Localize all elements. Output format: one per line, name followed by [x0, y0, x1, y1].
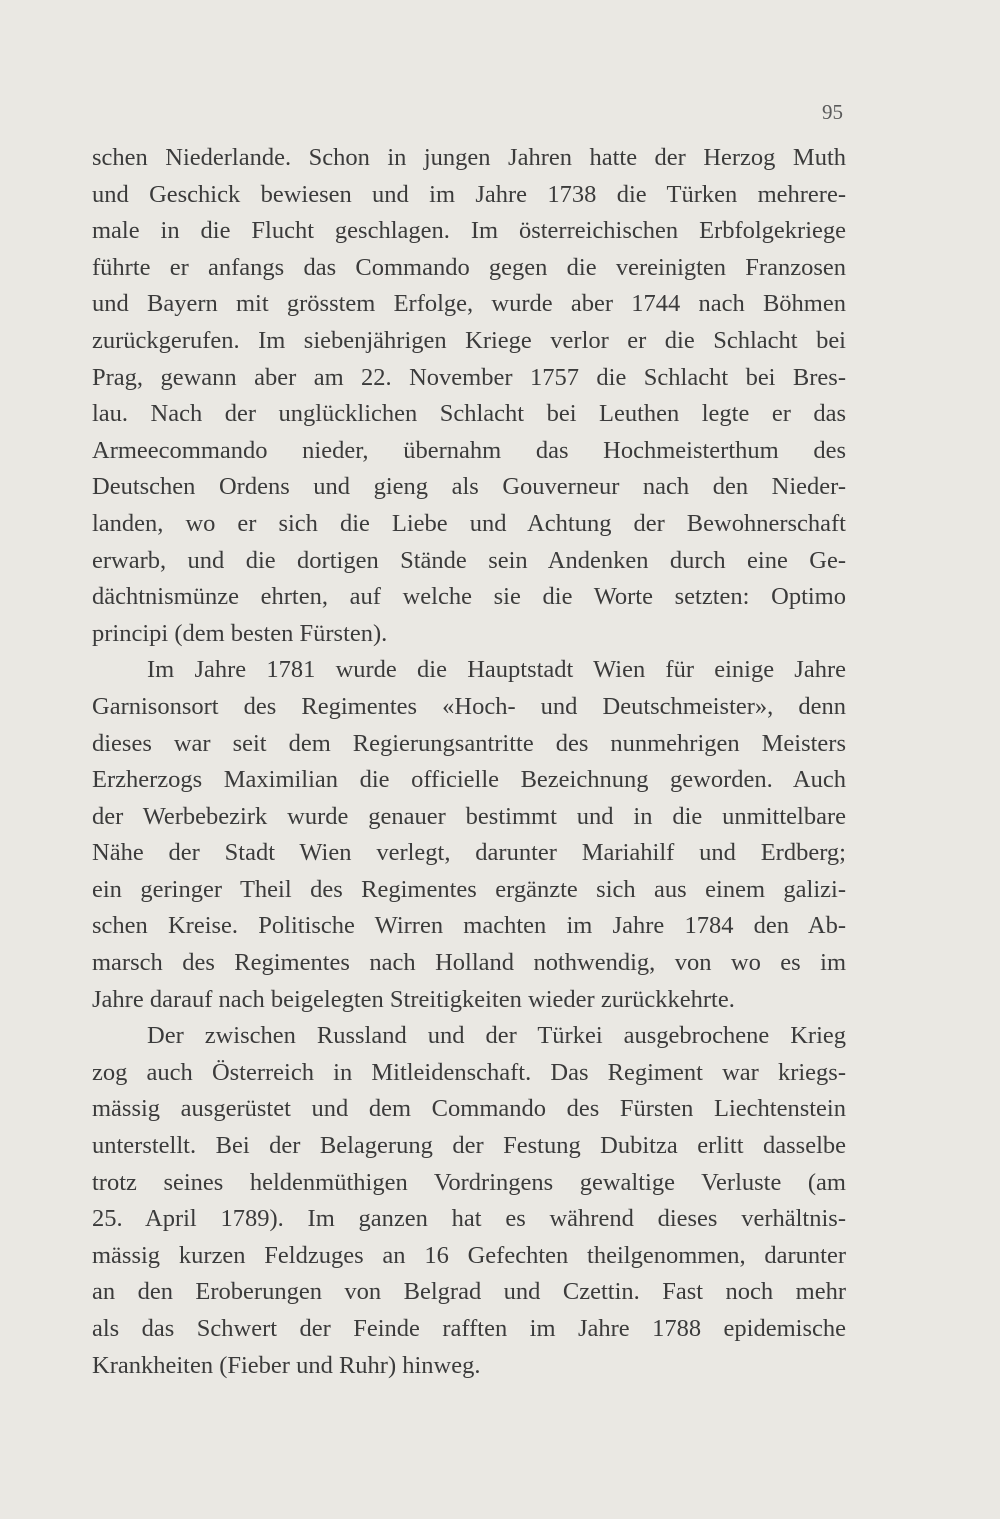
body-text	[92, 140, 846, 1384]
text-line: Jahre darauf nach beigelegten Streitigkeiten wieder zurückkehrte.	[92, 985, 735, 1013]
text-line: dächtnismünze ehrten, auf welche sie die Worte setzten: Optimo	[92, 583, 846, 611]
text-line: trotz seines heldenmüthigen Vordringens gewaltige Verluste (am	[92, 1168, 846, 1196]
text-line: 25. April 1789). Im ganzen hat es während dieses verhältnis-	[92, 1205, 846, 1233]
text-line: der Werbebezirk wurde genauer bestimmt und in die unmittelbare	[92, 802, 846, 830]
text-line: Erzherzogs Maximilian die officielle Bezeichnung geworden. Auch	[92, 766, 846, 794]
text-line: Im Jahre 1781 wurde die Hauptstadt Wien für einige Jahre	[147, 656, 846, 684]
text-line: principi (dem besten Fürsten).	[92, 619, 388, 647]
text-line: ein geringer Theil des Regimentes ergänzte sich aus einem galizi-	[92, 875, 846, 903]
text-line: lau. Nach der unglücklichen Schlacht bei Leuthen legte er das	[92, 400, 846, 428]
text-line: Deutschen Ordens und gieng als Gouverneur nach den Nieder-	[92, 473, 846, 501]
text-line: mässig kurzen Feldzuges an 16 Gefechten theilgenommen, darunter	[92, 1241, 846, 1269]
text-line: und Bayern mit grösstem Erfolge, wurde aber 1744 nach Böhmen	[92, 290, 846, 318]
text-line: Der zwischen Russland und der Türkei ausgebrochene Krieg	[147, 1022, 846, 1050]
text-line: erwarb, und die dortigen Stände sein Andenken durch eine Ge-	[92, 546, 846, 574]
page-number: 95	[822, 100, 843, 124]
text-line: marsch des Regimentes nach Holland nothwendig, von wo es im	[92, 949, 846, 977]
text-line: dieses war seit dem Regierungsantritte des nunmehrigen Meisters	[92, 729, 846, 757]
text-line: Prag, gewann aber am 22. November 1757 die Schlacht bei Bres-	[92, 363, 846, 391]
text-line: Krankheiten (Fieber und Ruhr) hinweg.	[92, 1351, 481, 1379]
text-line: male in die Flucht geschlagen. Im österreichischen Erbfolgekriege	[92, 217, 846, 245]
text-line: landen, wo er sich die Liebe und Achtung der Bewohnerschaft	[92, 509, 846, 537]
text-line: zurückgerufen. Im siebenjährigen Kriege verlor er die Schlacht bei	[92, 326, 846, 354]
text-line: führte er anfangs das Commando gegen die vereinigten Franzosen	[92, 253, 846, 281]
text-line: zog auch Österreich in Mitleidenschaft. Das Regiment war kriegs-	[92, 1058, 846, 1086]
text-line: schen Kreise. Politische Wirren machten im Jahre 1784 den Ab-	[92, 912, 846, 940]
text-line: schen Niederlande. Schon in jungen Jahren hatte der Herzog Muth	[92, 144, 846, 171]
text-line: Nähe der Stadt Wien verlegt, darunter Mariahilf und Erdberg;	[92, 839, 846, 867]
text-line: unterstellt. Bei der Belagerung der Festung Dubitza erlitt dasselbe	[92, 1132, 846, 1160]
text-line: an den Eroberungen von Belgrad und Czettin. Fast noch mehr	[92, 1278, 846, 1306]
text-line: und Geschick bewiesen und im Jahre 1738 die Türken mehrere-	[92, 180, 846, 208]
text-line: mässig ausgerüstet und dem Commando des Fürsten Liechtenstein	[92, 1095, 846, 1123]
text-line: Armeecommando nieder, übernahm das Hochmeisterthum des	[92, 436, 846, 464]
text-line: Garnisonsort des Regimentes «Hoch- und Deutschmeister», denn	[92, 692, 846, 720]
text-line: als das Schwert der Feinde rafften im Jahre 1788 epidemische	[92, 1315, 846, 1342]
